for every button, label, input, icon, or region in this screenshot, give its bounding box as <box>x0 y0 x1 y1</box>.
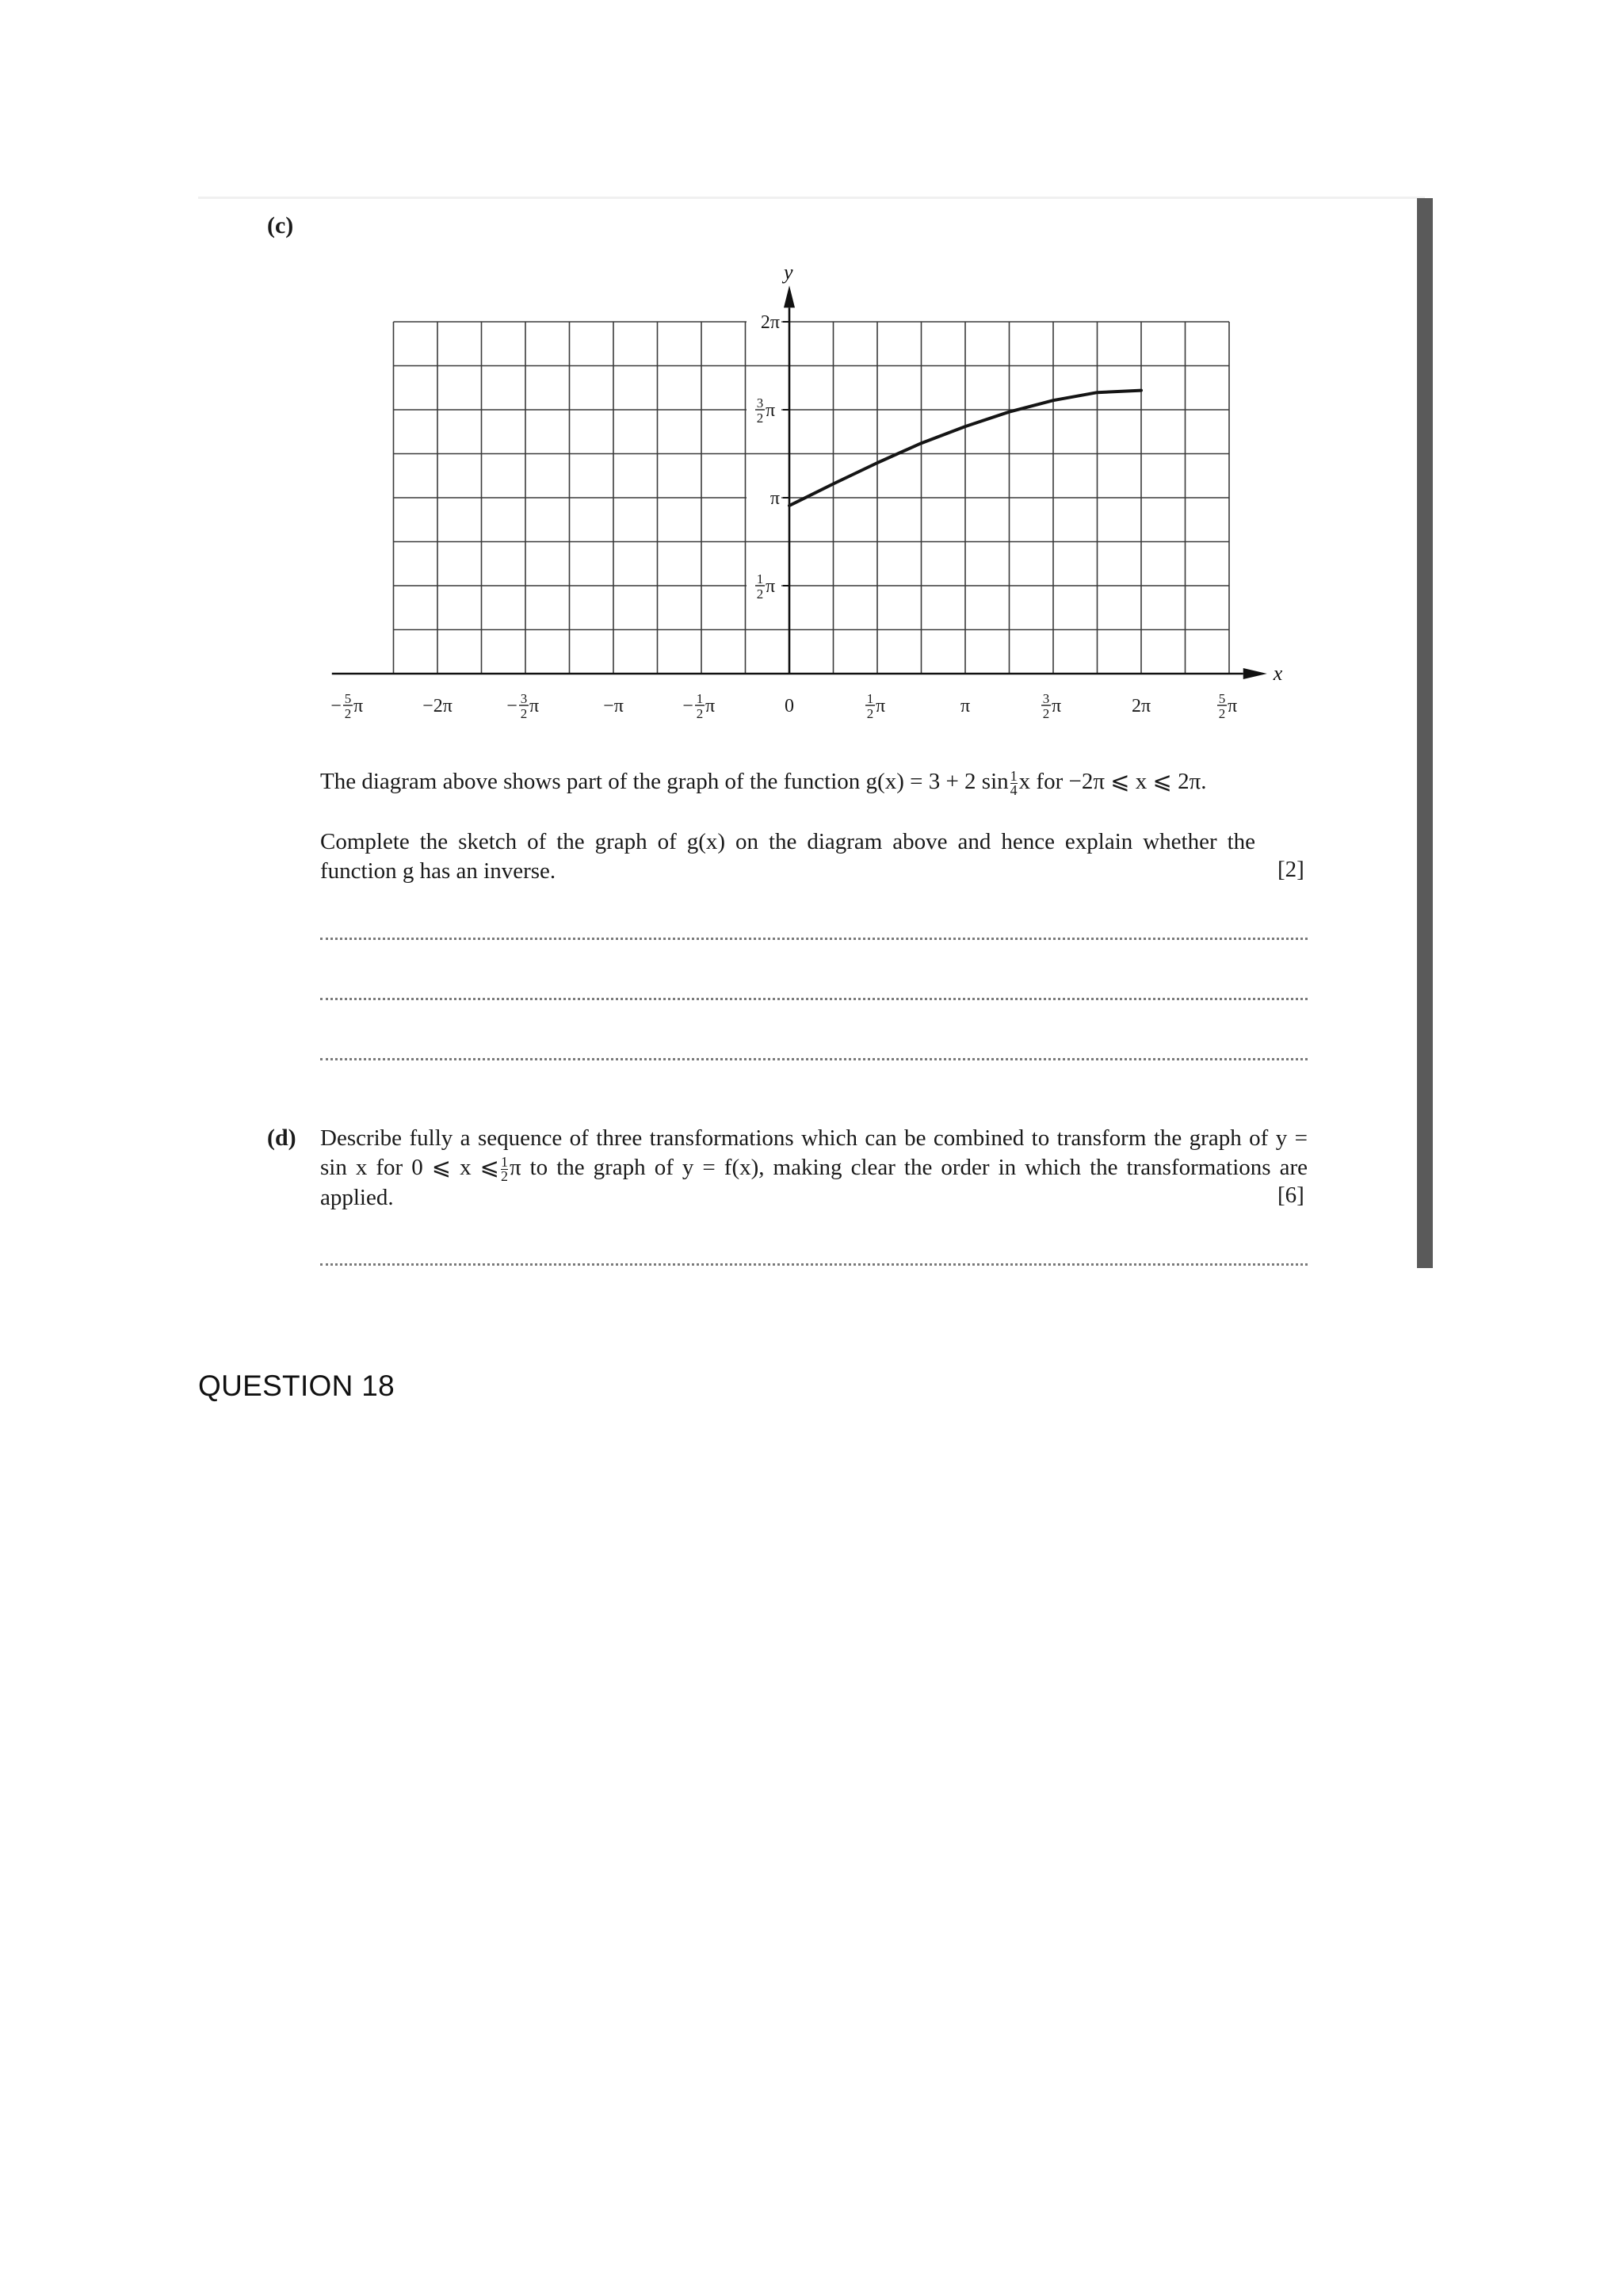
part-c-label: (c) <box>267 212 294 239</box>
answer-line-2[interactable] <box>320 998 1308 1000</box>
frac-num: 1 <box>1010 767 1018 784</box>
svg-text:π: π <box>876 696 886 716</box>
graph-of-g <box>317 246 1300 721</box>
x-axis-label: x <box>1273 662 1283 685</box>
svg-text:2π: 2π <box>760 312 780 333</box>
svg-text:π: π <box>353 696 364 716</box>
svg-text:2: 2 <box>866 706 874 721</box>
y-axis-arrow <box>784 285 795 308</box>
svg-text:−: − <box>682 696 693 716</box>
answer-line-3[interactable] <box>320 1058 1308 1060</box>
answer-line-1[interactable] <box>320 938 1308 940</box>
svg-text:π: π <box>769 488 780 509</box>
question-heading: QUESTION 18 <box>198 1370 395 1402</box>
x-tick-label <box>1041 691 1061 721</box>
frac-num: 1 <box>500 1153 508 1170</box>
part-c-question: Complete the sketch of the graph of g(x) on the diagram above and hence explain whether the function g has an inverse. <box>320 829 1255 884</box>
x-tick-label <box>330 691 363 721</box>
svg-text:5: 5 <box>344 691 352 706</box>
frac-den: 2 <box>500 1167 508 1184</box>
x-tick-label <box>603 696 624 716</box>
svg-text:1: 1 <box>866 691 874 706</box>
svg-text:π: π <box>529 696 540 716</box>
part-c-intro <box>320 767 1308 797</box>
x-tick-label <box>960 696 970 716</box>
svg-text:−π: −π <box>603 696 624 716</box>
answer-line-4[interactable] <box>320 1263 1308 1266</box>
svg-text:2: 2 <box>756 411 764 426</box>
part-c-intro-post: x for −2π ⩽ x ⩽ 2π. <box>1018 769 1207 794</box>
x-tick-label <box>422 696 453 716</box>
svg-text:−2π: −2π <box>422 696 453 716</box>
part-d-pre: Describe fully a sequence of three transformations which can be combined to transform the graph of y = sin x for 0 ⩽ x ⩽ <box>320 1125 1308 1180</box>
part-c-marks: [2] <box>1277 857 1304 882</box>
svg-text:1: 1 <box>696 691 704 706</box>
svg-text:−: − <box>330 696 342 716</box>
svg-text:2: 2 <box>344 706 352 721</box>
svg-text:2: 2 <box>520 706 528 721</box>
svg-text:π: π <box>960 696 971 716</box>
svg-text:3: 3 <box>520 691 528 706</box>
y-tick-label <box>761 312 780 333</box>
svg-text:π: π <box>766 400 776 421</box>
x-tick-label <box>682 691 715 721</box>
svg-text:2: 2 <box>696 706 704 721</box>
x-tick-label <box>1132 696 1151 716</box>
svg-text:π: π <box>1228 696 1238 716</box>
frac-den: 4 <box>1010 781 1018 798</box>
svg-text:3: 3 <box>1042 691 1050 706</box>
svg-text:2: 2 <box>1042 706 1050 721</box>
svg-text:π: π <box>1052 696 1062 716</box>
part-d-label: (d) <box>267 1125 296 1151</box>
svg-text:π: π <box>705 696 716 716</box>
vertical-scrollbar[interactable] <box>1417 198 1433 1268</box>
y-axis-label: y <box>784 261 793 285</box>
x-tick-label <box>865 691 885 721</box>
x-tick-label <box>785 696 794 716</box>
fraction-half <box>500 1153 508 1184</box>
y-tick-label <box>770 488 780 509</box>
svg-text:2π: 2π <box>1131 696 1151 716</box>
svg-text:0: 0 <box>785 696 794 716</box>
scan-top-edge <box>198 197 1425 199</box>
svg-text:−: − <box>506 696 517 716</box>
svg-text:2: 2 <box>756 586 764 602</box>
x-axis-arrow <box>1243 668 1267 679</box>
part-c-intro-pre: The diagram above shows part of the graph of the function g(x) = 3 + 2 sin <box>320 769 1009 794</box>
svg-text:π: π <box>766 576 776 597</box>
fraction-quarter <box>1010 767 1018 798</box>
svg-text:1: 1 <box>756 571 764 586</box>
svg-text:2: 2 <box>1218 706 1226 721</box>
x-tick-label <box>506 691 539 721</box>
part-d-question <box>320 1124 1308 1213</box>
svg-text:5: 5 <box>1218 691 1226 706</box>
part-d-marks: [6] <box>1277 1182 1304 1208</box>
x-tick-label <box>1217 691 1237 721</box>
part-d-post: π to the graph of y = f(x), making clear the order in which the transformations are applied. <box>320 1155 1308 1210</box>
svg-text:3: 3 <box>756 395 764 411</box>
